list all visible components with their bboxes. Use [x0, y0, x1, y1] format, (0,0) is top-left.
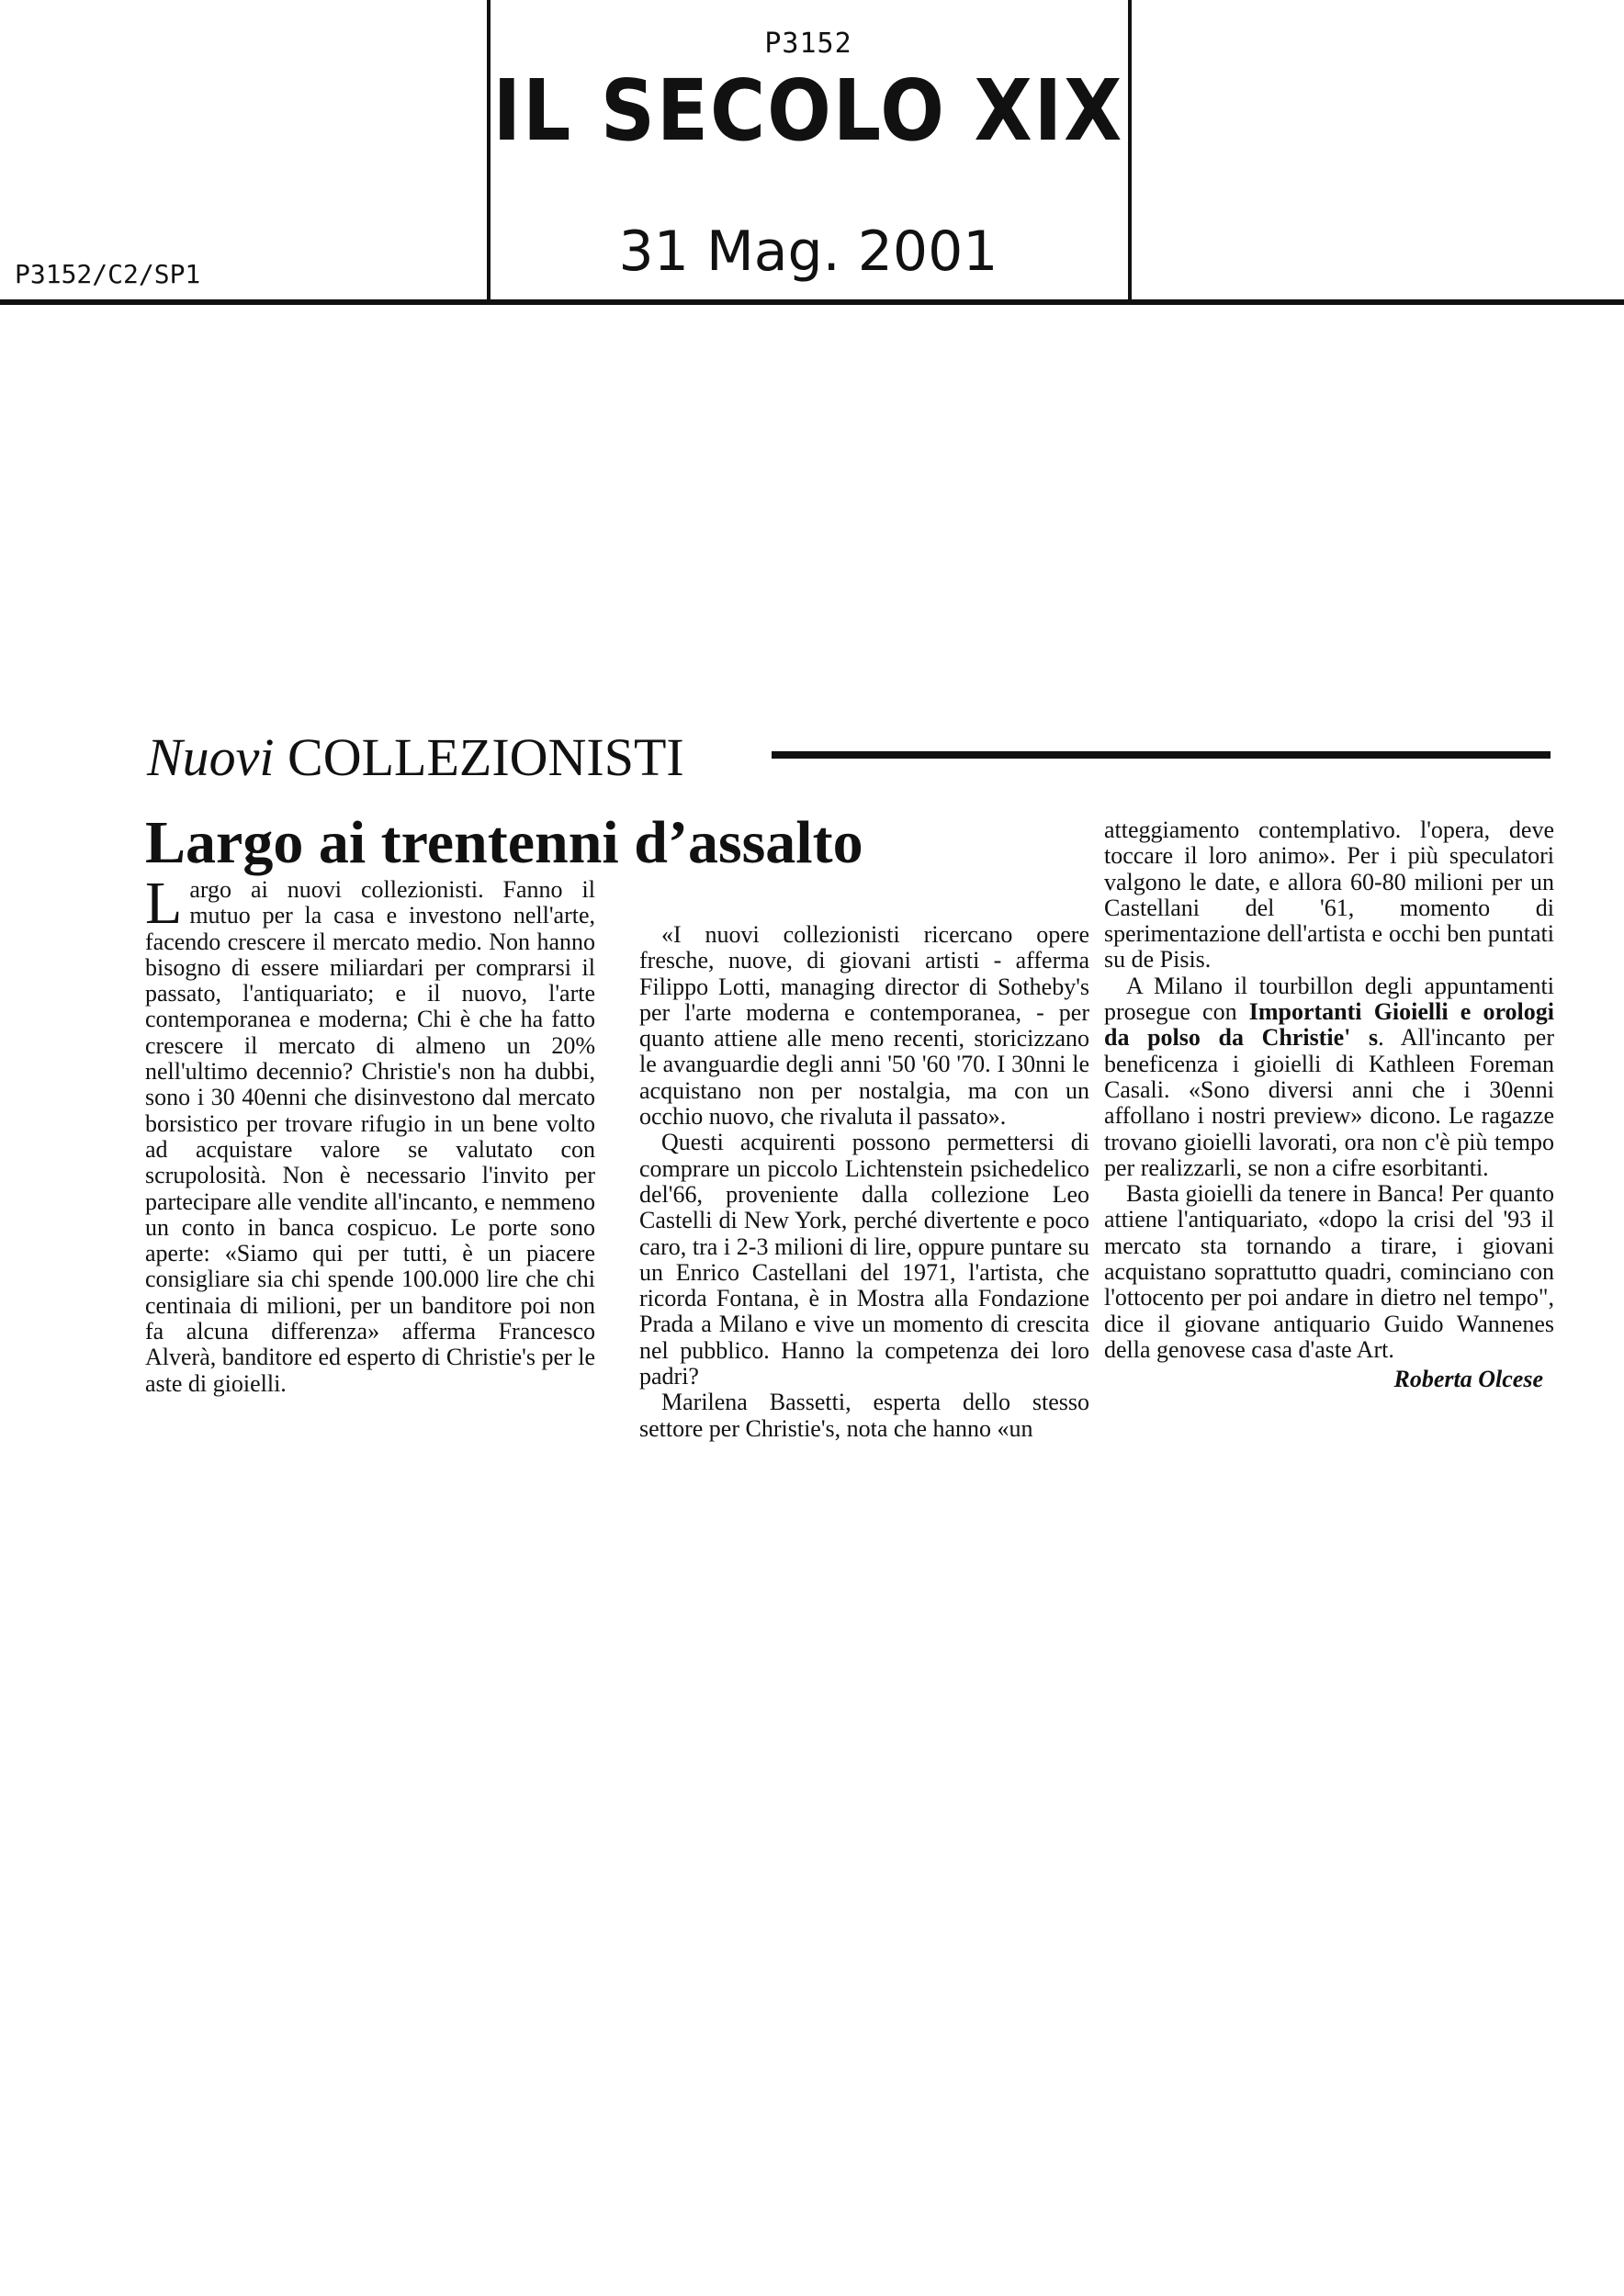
paragraph [1104, 974, 1554, 1181]
article-kicker [147, 726, 684, 790]
paragraph-text: A Milano il tourbillon degli appuntamenti prosegue con [1104, 972, 1554, 1026]
paragraph: Basta gioielli da tenere in Banca! Per quanto attiene l'antiquariato, «dopo la crisi del '93 il mercato sta tornando a tirare, i giovani acquistano soprattutto quadri, cominciano con l'ottocento per poi andare in dietro nel tempo", dice il giovane antiquario Guido Wannenes della genovese casa d'aste Art. [1104, 1180, 1554, 1363]
paragraph: Marilena Bassetti, esperta dello stesso settore per Christie's, nota che hanno «un [639, 1389, 1089, 1442]
author-byline: Roberta Olcese [1393, 1366, 1543, 1392]
header-bottom-rule [0, 299, 1624, 305]
article-column-2 [639, 922, 1089, 1442]
paragraph: Questi acquirenti possono permettersi di comprare un piccolo Lichtenstein psichedelico del'66, proveniente dalla collezione Leo Castelli di New York, perché divertente e poco caro, tra i 2-3 milioni di lire, oppure puntare su un Enrico Castellani del 1971, l'artista, che ricorda Fontana, è in Mostra alla Fondazione Prada a Milano e vive un momento di crescita nel pubblico. Hanno la competenza dei loro padri? [639, 1129, 1089, 1390]
clipping-code: P3152/C2/SP1 [15, 259, 201, 289]
paragraph: atteggiamento contemplativo. l'opera, deve toccare il loro animo». Per i più speculatori valgono le date, e allora 60-80 milioni per un Castellani del '61, momento di sperimentazione dell'artista e occhi ben puntati su de Pisis. [1104, 816, 1554, 974]
kicker-caps: COLLEZIONISTI [288, 727, 684, 787]
publication-date: 31 Mag. 2001 [618, 219, 998, 284]
kicker-italic: Nuovi [147, 727, 275, 787]
paragraph-text: argo ai nuovi collezionisti. Fanno il mutuo per la casa e investono nell'arte, facendo crescere il mercato medio. Non hanno bisogno di essere miliardari per comprarsi il passato, l'antiquariato; e il nuovo, l'arte contemporanea e moderna; Chi è che ha fatto crescere il mercato di almeno un 20% nell'ultimo decennio? Christie's non ha dubbi, sono i 30 40enni che disinvestono dal mercato borsistico per trovare rifugio in un bene volto ad acquistare valore se valutato con scrupolosità. Non è necessario l'invito per partecipare alle vendite all'incanto, e nemmeno un conto in banca cospicuo. Le porte sono aperte: «Siamo qui per tutti, è un piacere consigliare sia chi spende 100.000 lire che chi centinaia di milioni, per un banditore poi non fa alcuna differenza» afferma Francesco Alverà, banditore ed esperto di Christie's per le aste di gioielli. [145, 876, 595, 1397]
paragraph-text: . All'incanto per beneficenza i gioielli di Kathleen Foreman Casali. «Sono diversi anni che i 30enni affollano i nostri preview» dicono. Le ragazze trovano gioielli lavorati, ora non c'è più tempo per realizzarli, se non a cifre esorbitanti. [1104, 1024, 1554, 1181]
article-headline: Largo ai trentenni d’assalto [145, 809, 863, 876]
drop-cap: L [145, 870, 183, 937]
archive-code: P3152 [764, 28, 852, 60]
event-title: Importanti Gioielli e orologi da polso da Christie' s [1104, 998, 1554, 1052]
newspaper-masthead: IL SECOLO XIX [492, 62, 1124, 161]
kicker-rule [772, 751, 1551, 759]
article-column-1 [145, 870, 595, 1397]
article-column-3 [1104, 817, 1554, 1363]
paragraph [145, 870, 595, 1397]
paragraph: «I nuovi collezionisti ricercano opere fresche, nuove, di giovani artisti - afferma Filippo Lotti, managing director di Sotheby's per l'arte moderna e contemporanea, - per quanto attiene alle meno recenti, storicizzano le avanguardie degli anni '50 '60 '70. I 30nni le acquistano non per nostalgia, ma con un occhio nuovo, che rivaluta il passato». [639, 921, 1089, 1131]
